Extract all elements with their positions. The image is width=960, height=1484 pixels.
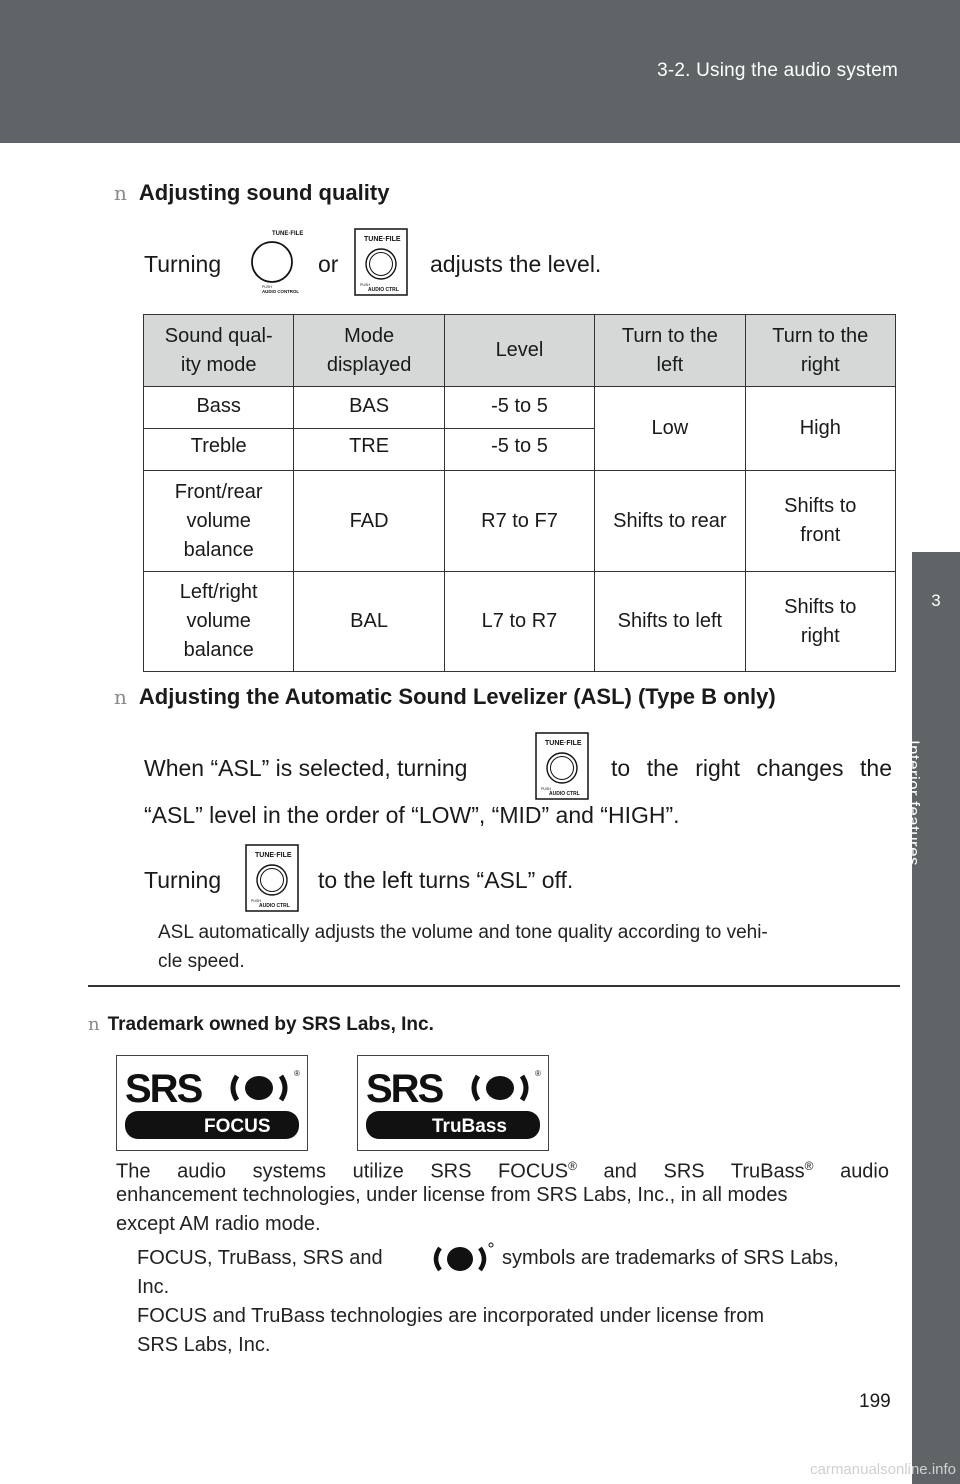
svg-text:AUDIO CTRL: AUDIO CTRL [259, 903, 290, 909]
divider [88, 985, 900, 987]
turning-word: Turning [144, 251, 222, 277]
adjusts-text: adjusts the level. [430, 251, 602, 277]
audio-ctrl-knob-icon [535, 732, 589, 800]
table-row: Left/right volume balance BAL L7 to R7 Shifts to left Shifts to right [144, 572, 896, 672]
trademark-heading: n Trademark owned by SRS Labs, Inc. [88, 1014, 434, 1035]
srs-trubass-logo [357, 1055, 549, 1151]
audio-ctrl-knob-icon [245, 844, 299, 912]
section-title: 3-2. Using the audio system [657, 60, 898, 81]
symbols-text-inc: Inc. [137, 1276, 170, 1298]
svg-text:TUNE·FILE: TUNE·FILE [255, 852, 292, 859]
header-right: Turn to the right [745, 315, 895, 387]
svg-text:PUSH: PUSH [541, 787, 551, 791]
asl-line2: “ASL” level in the order of “LOW”, “MID” and “HIGH”. [144, 802, 680, 828]
svg-text:AUDIO CTRL: AUDIO CTRL [368, 287, 399, 293]
bullet-icon: n [114, 685, 127, 709]
audio-ctrl-knob-icon [354, 228, 408, 296]
bullet-icon: n [114, 181, 127, 205]
header-mode: Sound qual- ity mode [144, 315, 294, 387]
svg-text:®: ® [535, 1069, 541, 1078]
header-displayed: Mode displayed [294, 315, 444, 387]
symbols-text-start: FOCUS, TruBass, SRS and [137, 1247, 383, 1269]
svg-text:SRS: SRS [366, 1067, 443, 1111]
audio-control-knob-icon [248, 226, 310, 296]
svg-text:SRS: SRS [125, 1067, 202, 1111]
svg-text:TUNE·FILE: TUNE·FILE [545, 740, 582, 747]
srs-symbol-icon [428, 1240, 496, 1278]
sound-quality-heading: n Adjusting sound quality [114, 180, 390, 205]
watermark: carmanualsonline.info [810, 1461, 956, 1478]
asl-line1-start: When “ASL” is selected, turning [144, 755, 468, 781]
page-number: 199 [859, 1391, 891, 1412]
svg-text:PUSH: PUSH [251, 899, 261, 903]
trademark-paragraph-line1: The audio systems utilize SRS FOCUS® and SRS TruBass® audio [116, 1159, 890, 1183]
asl-line3-start: Turning [144, 867, 222, 893]
sound-quality-table [143, 314, 896, 672]
chapter-number: 3 [931, 591, 941, 610]
knob-tune-label: TUNE·FILE [272, 231, 304, 237]
svg-text:®: ® [294, 1069, 300, 1078]
knob-audio-control-label: AUDIO CONTROL [262, 289, 300, 294]
svg-text:TruBass: TruBass [432, 1116, 507, 1137]
table-row: Bass BAS -5 to 5 Low High [144, 387, 896, 429]
table-row: Treble TRE -5 to 5 [144, 429, 896, 471]
table-row: Front/rear volume balance FAD R7 to F7 Shifts to rear Shifts to front [144, 471, 896, 572]
license-text: FOCUS and TruBass technologies are incorporated under license from SRS Labs, Inc. [137, 1305, 764, 1356]
srs-focus-logo [116, 1055, 308, 1151]
header-level: Level [444, 315, 594, 387]
table-header-row [144, 315, 896, 387]
svg-text:PUSH: PUSH [360, 283, 370, 287]
knob-push-label: PUSH [262, 285, 272, 289]
svg-text:FOCUS: FOCUS [204, 1116, 271, 1137]
asl-line3-end: to the left turns “ASL” off. [318, 867, 574, 893]
cell-high: High [745, 387, 895, 471]
symbols-text-end: symbols are trademarks of SRS Labs, [502, 1247, 839, 1269]
cell-low: Low [595, 387, 745, 471]
svg-text:TUNE·FILE: TUNE·FILE [364, 236, 401, 243]
bullet-icon: n [88, 1014, 100, 1035]
svg-text:AUDIO CTRL: AUDIO CTRL [549, 791, 580, 797]
trademark-paragraph-line3: except AM radio mode. [116, 1213, 321, 1235]
asl-heading: n Adjusting the Automatic Sound Levelizer (ASL) (Type B only) [114, 684, 776, 709]
trademark-paragraph-line2: enhancement technologies, under license from SRS Labs, Inc., in all modes [116, 1184, 788, 1206]
asl-line1-end: to the right changes the [611, 755, 892, 781]
chapter-label: Interior features [904, 740, 923, 866]
or-word: or [318, 251, 339, 277]
chapter-tab [912, 552, 960, 654]
asl-note: ASL automatically adjusts the volume and tone quality according to vehi- cle speed. [158, 922, 768, 972]
header-left: Turn to the left [595, 315, 745, 387]
